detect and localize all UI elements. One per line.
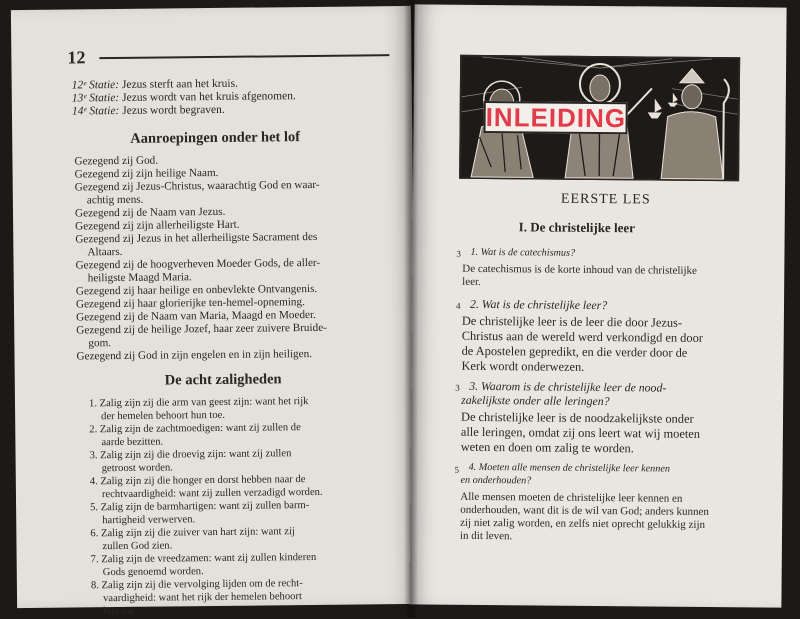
answer-line: De christelijke leer is de noodzakelijkste onder	[460, 409, 694, 426]
answer-line: weten en doen om zalig te worden.	[460, 439, 634, 456]
text-line: Gezegend zij Jezus in het allerheiligste Sacrament des	[75, 230, 318, 246]
answer-line: de Apostelen gepredikt, en die verder door de	[461, 343, 688, 360]
question-text: zakelijkste onder alle leringen?	[461, 392, 610, 409]
right-page	[409, 4, 786, 607]
book-gutter	[404, 0, 418, 618]
answer-line: leer.	[462, 275, 481, 288]
text-line: vaardigheid: want het rijk der hemelen behoort	[102, 591, 302, 605]
question-marker: 4	[455, 300, 461, 311]
text-line: Gezegend zij Jezus-Christus, waarachtig God en waar-	[74, 178, 320, 194]
banner-title: INLEIDING	[484, 101, 628, 134]
text-line: aarde bezitten.	[101, 436, 164, 449]
text-line: Gezegend zij de hoogverheven Moeder Gods, de aller-	[75, 256, 321, 272]
question-text: 3. Waarom is de christelijke leer de nood-	[469, 378, 667, 395]
answer-line: De catechismus is de korte inhoud van de christelijke	[462, 262, 697, 277]
answer-line: alle leringen, omdat zij ons leert wat wij moeten	[460, 424, 701, 441]
section-heading: Aanroepingen onder het lof	[130, 129, 301, 147]
text-line: achtig mens.	[86, 193, 144, 207]
question-text: 4. Moeten alle mensen de christelijke leer kennen	[468, 461, 671, 475]
text-line: Gezegend zij de heilige Jozef, haar zeer zuivere Bruide-	[76, 321, 327, 337]
answer-line: in dit leven.	[459, 529, 513, 543]
question-marker: 3	[456, 248, 461, 259]
text-line: gom.	[88, 337, 112, 350]
answer-line: De christelijke leer is de leer die door Jezus-	[461, 313, 683, 330]
text-line: Gezegend zij God in zijn engelen en in zijn heiligen.	[76, 347, 313, 363]
text-line: Gods genoemd worden.	[102, 566, 204, 579]
answer-line: Christus aan de wereld werd verkondigd en door	[461, 328, 704, 345]
header-rule	[99, 54, 389, 59]
text-line: getroost worden.	[101, 462, 173, 475]
left-page	[11, 6, 417, 618]
text-line: 8. Zalig zijn zij die vervolging lijden om de recht-	[90, 578, 303, 592]
question-marker: 3	[455, 382, 460, 393]
text-line: der hemelen behoort hun toe.	[101, 409, 226, 423]
question-text: en onderhouden?	[460, 474, 532, 487]
section-heading: I. De christelijke leer	[518, 219, 635, 236]
answer-line: zij niet zalig worden, en zelfs niet oprecht gelukkig zijn	[460, 516, 706, 531]
text-line: zullen God zien.	[102, 540, 173, 553]
text-line: hartigheid verwerven.	[102, 514, 196, 527]
text-line: 5. Zalig zijn de barmhartigen: want zij zullen barm-	[90, 500, 310, 514]
answer-line: Alle mensen moeten de christelijke leer kennen en	[460, 490, 683, 505]
text-line: Gezegend zij haar glorierijke ten-hemel-opneming.	[75, 296, 305, 311]
section-heading: De acht zaligheden	[164, 371, 282, 389]
lesson-heading: EERSTE LES	[560, 191, 651, 208]
station-line: 14ᵉ Statie: Jezus wordt begraven.	[71, 103, 225, 118]
question-text: 2. Wat is de christelijke leer?	[469, 296, 608, 313]
text-line: Gezegend zij God.	[74, 154, 159, 168]
text-line: Gezegend zij zijn allerheiligste Hart.	[75, 218, 240, 233]
page-number: 12	[67, 47, 86, 68]
question-text: 1. Wat is de catechismus?	[470, 246, 576, 259]
text-line: Gezegend zij zijn heilige Naam.	[74, 166, 219, 181]
text-line: hun toe.	[103, 605, 138, 618]
text-line: 4. Zalig zijn zij die honger en dorst hebben naar de	[89, 474, 306, 488]
text-line: 3. Zalig zijn zij die droevig zijn: want zij zullen	[89, 448, 292, 462]
text-line: Gezegend zij de Naam van Maria, Maagd en Moeder.	[76, 308, 316, 324]
question-marker: 5	[454, 464, 460, 475]
text-line: Gezegend zij de Naam van Jezus.	[74, 205, 226, 220]
text-line: Gezegend zij haar heilige en onbevlekte Ontvangenis.	[75, 282, 318, 298]
answer-line: Kerk wordt onderwezen.	[461, 358, 585, 374]
text-line: 1. Zalig zijn zij die arm van geest zijn: want het rijk	[88, 396, 309, 410]
text-line: Altaars.	[87, 245, 123, 259]
text-line: heiligste Maagd Maria.	[87, 271, 192, 285]
text-line: 2. Zalig zijn de zachtmoedigen: want zij zullen de	[89, 422, 301, 436]
station-line: 13ᵉ Statie: Jezus wordt van het kruis afgenomen.	[71, 90, 296, 105]
station-line: 12ᵉ Statie: Jezus sterft aan het kruis.	[71, 77, 238, 92]
answer-line: onderhouden, want dit is de wil van God; anders kunnen	[460, 503, 709, 518]
text-line: rechtvaardigheid: want zij zullen verzadigd worden.	[101, 486, 323, 501]
text-line: 7. Zalig zijn de vreedzamen: want zij zullen kinderen	[90, 551, 317, 566]
text-line: 6. Zalig zijn zij die zuiver van hart zijn: want zij	[90, 526, 295, 540]
